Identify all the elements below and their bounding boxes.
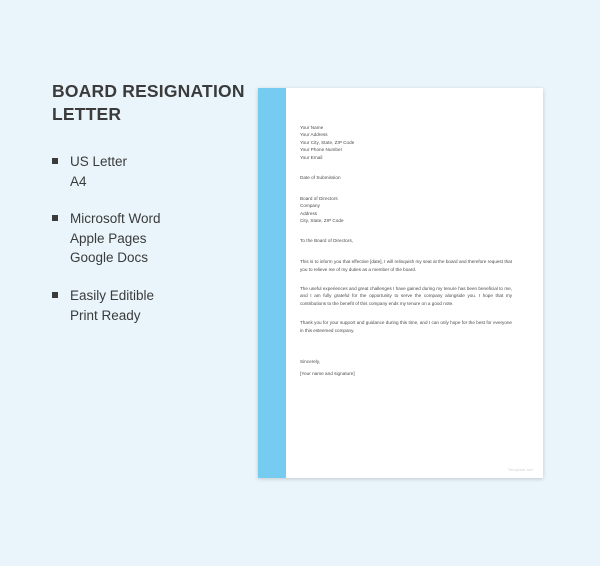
feature-line: US Letter: [70, 154, 128, 170]
document-accent-stripe: [258, 88, 286, 478]
list-item: [52, 286, 252, 325]
feature-line: Easily Editible: [70, 288, 155, 303]
body-paragraph: This is to inform you that effective [date], I will relinquish my seat at the board and therefore request that you to relieve me of my duties as a member of the board.: [300, 258, 512, 272]
bullet-icon: [52, 292, 58, 298]
info-panel: [52, 80, 252, 343]
sender-line: Your Name: [300, 125, 324, 130]
recipient-line: City, State, ZIP Code: [300, 217, 344, 223]
sender-line: Your City, State, ZIP Code: [300, 139, 355, 145]
salutation-line: To the Board of Directors,: [300, 238, 354, 244]
closing-block: [300, 358, 519, 378]
bullet-icon: [52, 158, 58, 164]
list-item: [52, 152, 252, 191]
feature-list: [52, 152, 252, 325]
body-paragraph: Thank you for your support and guidance during this time, and I can only hope for the best for everyone in this esteemed company.: [300, 320, 512, 334]
bullet-icon: [52, 215, 58, 221]
sender-block: [300, 124, 519, 161]
sender-line: Your Address: [300, 132, 328, 138]
feature-line: Google Docs: [70, 250, 149, 266]
feature-line: Print Ready: [70, 307, 141, 323]
document-content: [286, 88, 543, 478]
date-block: [300, 174, 519, 181]
sender-line: Your Email: [300, 154, 323, 160]
signature-line: [Your name and signature]: [300, 371, 355, 377]
spacer: [300, 346, 519, 358]
date-line: Date of Submission: [300, 175, 341, 181]
document-preview[interactable]: [258, 88, 543, 478]
recipient-line: Address: [300, 210, 318, 216]
feature-line: A4: [70, 173, 87, 189]
watermark: Template.net: [507, 467, 533, 472]
closing-line: Sincerely,: [300, 359, 321, 365]
feature-line: Apple Pages: [70, 230, 147, 246]
recipient-block: [300, 195, 519, 225]
feature-line: Microsoft Word: [70, 211, 161, 227]
sender-line: Your Phone Number: [300, 147, 343, 153]
salutation-block: [300, 237, 519, 244]
list-item: [52, 209, 252, 268]
recipient-line: Company: [300, 203, 320, 209]
page-title: BOARD RESIGNATION LETTER: [52, 81, 245, 125]
body-paragraph: The useful experiences and great challenges I have gained during my tenure has been beneficial to me, and I am fully grateful for the opportunity to serve the company alongside you. I hope that my contributions to the benefit of this company ends my tenure on a good note.: [300, 285, 512, 307]
recipient-line: Board of Directors: [300, 195, 338, 201]
